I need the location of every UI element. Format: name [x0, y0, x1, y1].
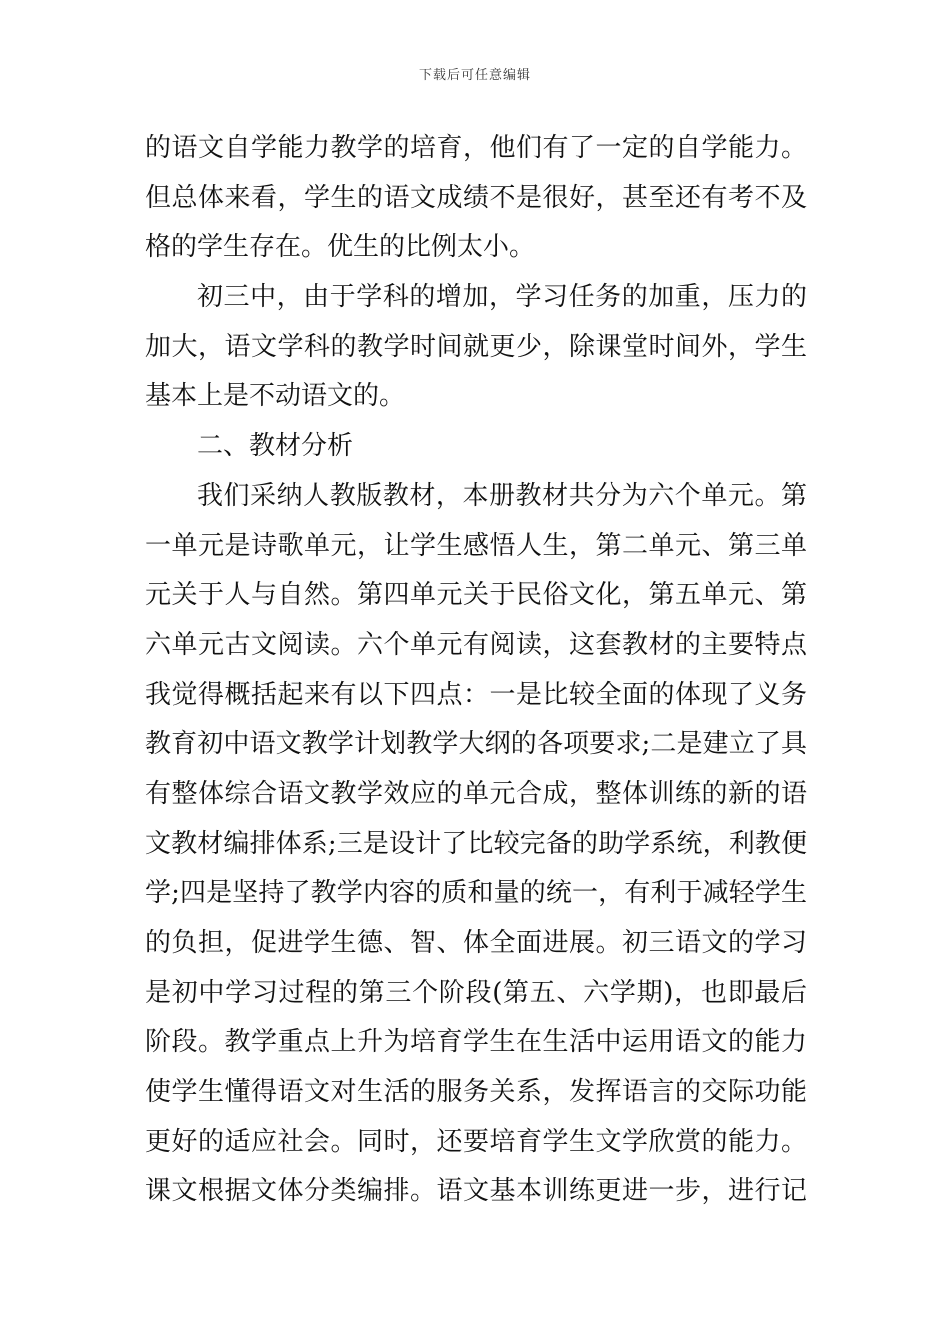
page-header: 下载后可任意编辑	[418, 68, 531, 83]
text-line: 一单元是诗歌单元，让学生感悟人生，第二单元、第三单	[145, 530, 807, 561]
text-line: 初三中，由于学科的增加，学习任务的加重，压力的	[197, 282, 807, 313]
text-line: 学;四是坚持了教学内容的质和量的统一，有利于减轻学生	[145, 878, 807, 909]
text-line: 我觉得概括起来有以下四点：一是比较全面的体现了义务	[145, 679, 807, 710]
text-line: 元关于人与自然。第四单元关于民俗文化，第五单元、第	[145, 580, 807, 611]
text-line: 我们采纳人教版教材，本册教材共分为六个单元。第	[197, 480, 807, 511]
text-line: 有整体综合语文教学效应的单元合成，整体训练的新的语	[145, 778, 807, 809]
text-line: 加大，语文学科的教学时间就更少，除课堂时间外，学生	[145, 331, 807, 362]
text-line: 六单元古文阅读。六个单元有阅读，这套教材的主要特点	[145, 629, 807, 660]
text-line: 二、教材分析	[197, 431, 354, 462]
text-line: 课文根据文体分类编排。语文基本训练更进一步，进行记	[145, 1176, 807, 1207]
document-body	[145, 124, 807, 1217]
text-line: 的语文自学能力教学的培育，他们有了一定的自学能力。	[145, 133, 807, 163]
text-line: 文教材编排体系;三是设计了比较完备的助学系统，利教便	[145, 828, 807, 859]
text-line: 的负担，促进学生德、智、体全面进展。初三语文的学习	[145, 928, 807, 958]
text-line: 格的学生存在。优生的比例太小。	[145, 232, 536, 263]
text-line: 是初中学习过程的第三个阶段(第五、六学期)，也即最后	[145, 977, 807, 1008]
text-line: 阶段。教学重点上升为培育学生在生活中运用语文的能力	[145, 1027, 807, 1058]
text-line: 教育初中语文教学计划教学大纲的各项要求;二是建立了具	[145, 729, 807, 760]
text-line: 基本上是不动语文的。	[145, 381, 406, 412]
text-line: 使学生懂得语文对生活的服务关系，发挥语言的交际功能	[145, 1077, 807, 1108]
text-line: 但总体来看，学生的语文成绩不是很好，甚至还有考不及	[145, 182, 807, 213]
text-line: 更好的适应社会。同时，还要培育学生文学欣赏的能力。	[145, 1126, 807, 1157]
